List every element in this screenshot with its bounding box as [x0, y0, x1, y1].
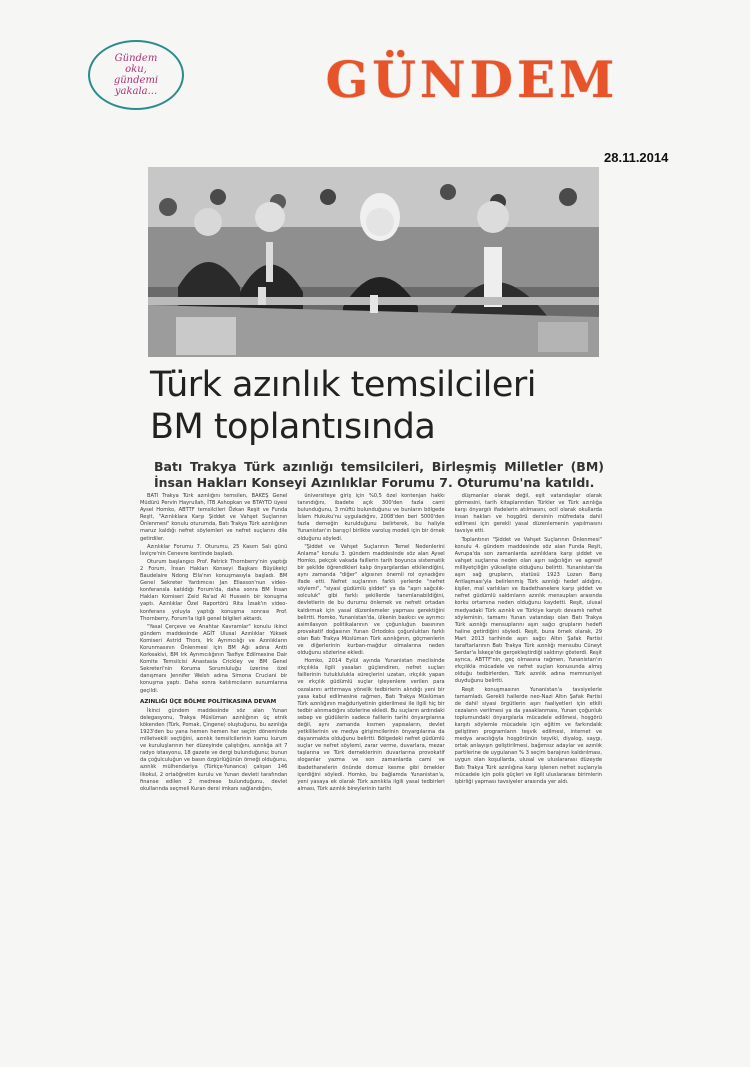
paragraph: üniversiteye giriş için %0,5 özel kontenjan hakkı tanındığını, ibadete açık 300'den fazla cami bulunduğunu, 3 müftü bulunduğunu ve bunların bölgede İslam Hukuku'nu uyguladığını, 2008'den beri 5000'den fazla derneğin kurulduğunu belirterek, bu haliyle Yunanistan'ın barışçıl birlikte varoluş modeli için bir örnek olduğunu söyledi. — [297, 493, 445, 542]
headline-line-1: Türk azınlık temsilcileri — [150, 365, 536, 405]
paragraph: Toplantının "Şiddet ve Vahşet Suçlarının Önlenmesi" konulu 4. gündem maddesinde söz alan Funda Reşit, Avrupa'da son zamanlarda azınlıklara karşı şiddet ve vahşet suçlarına neden olan aşırı sağcılığın ve agresif milliyetçiliğin yükselişte olduğunu belirtti. Yunanistan'da aşırı sağ grupların, statüsü 1923 Lozan Barış Antlaşması'yla belirlenmiş Türk azınlığı hedef aldığını, kişiler, mal varlıkları ve ibadethanelere karşı şiddet ve nefret güdümlü saldırıların azınlık mensupları arasında korku ortamına neden olduğunu kaydetti. Reşit, ulusal medyadaki Türk azınlık ve Türkiye karşıtı devamlı nefret söyleminin, tamamı Yunan vatandaşı olan Batı Trakya Türk azınlığı mensuplarını aşırı sağcı grupların hedefi haline getirdiğini söyledi. Reşit, buna örnek olarak, 29 Mart 2013 tarihinde aşırı sağcı Altın Şafak Partisi taraftarlarının Batı Trakya Türk azınlığı mensubu Cüneyt Serdar'a İskeçe'de gerçekleştirdiği saldırıyı gösterdi. Reşit ayrıca, ABTTF'nin, geç olmasına rağmen, Yunanistan'ın ırkçılıkla mücadele ve nefret suçları konusunda almış olduğu tedbirlerden, Türk azınlık adına memnuniyet duyduğunu belirtti. — [454, 536, 602, 685]
newspaper-masthead: GÜNDEM — [325, 50, 619, 109]
paragraph: düşmanlar olarak değil, eşit vatandaşlar olarak görmesini, tarih kitaplarından Türkler ve Türk azınlığa karşı önyargılı ifadelerin atılmasını, ocil olarak okullarda insan hakları ve hoşgörü dersinin müfredata dahil edilmesi için gerekli yasal düzenlemenin yapılmasını tavsiye etti. — [454, 493, 602, 535]
logo-line-3: gündemi — [113, 75, 159, 86]
paragraph: Homko, 2014 Eylül ayında Yunanistan meclisinde ırkçılıkla ilgili yasaları güçlendiren, nefret suçları faillerinin tutuklulukla süreçlerini uzatan, ırkçılık yapan ve ırkçılık güdümlü suçlar işleyenlere verilen para cezalarını arttırmaya yönelik tedbirlerin alındığı yeni bir yasa kabul edilmesine rağmen, Batı Trakya Müslüman Türk azınlığının mağduriyetinin giderilmesi ile ilgili hiç bir tedbir alınmadığını sözlerine ekledi. Bu suçların ardındaki sebep ve güdülerin sadece faillerin tarihi önyargılarına değil, aynı zamanda kısmen yapısaların, devlet yetkililerinin ve medya girişimcilerinin önyargılarına da dayanmakta olduğunu belirtti. Bölgedeki nefret güdümlü suçlar ve nefret söylemi, zarar verme, duvarlara, mezar taşlarına ve Türk derneklerinin duvarlarına provokatif sloganlar yazma ve son zamanlarda cami ve ibadethanelerin önünde domuz kesme gibi örnekler içerdiğini söyledi. Homko, bu bağlamda Yunanistan'a, yeni yasaya ek olarak Türk azınlıkla ilgili yasal tedbirleri alması, Türk azınlık bireylerinin tarihi — [297, 658, 445, 792]
article-photo — [148, 167, 599, 357]
headline-line-2: BM toplantısında — [150, 407, 436, 447]
paragraph: "Şiddet ve Vahşet Suçlarının Temel Nedenlerini Anlama" konulu 3. gündem maddesinde söz alan Aysel Homko, pekçok vakada faillerin tarih boyunca sistematik bir şekilde öğrendikleri kalıp önyargılardan etkilendiğini, aynı zamanda "diğer" algısının önemli rol oynadığını ifade etti. Nefret suçlarının farklı yerlerde "nefret söylemi", "siyasi güdümlü şiddet" ya da "aşırı sağcılık-solculuk" gibi farklı şekillerde tanımlanabildiğini, devletlerin de bu durumu önlemek ve nefreti ortadan kaldırmak için yasal düzenlemeler yapması gerektiğini belirtti. Homko, Yunanistan'da, ülkenin baskıcı ve ayrımcı asimilasyon politikalarının ve çoğunluğun basınının provakatif doğasının Yunan Ortodoks çoğunluktan farklı olan Batı Trakya Müslüman Türk azınlığının, göçmenlerin ve diğerlerinin kurban-mağdur olmalarına neden olduğunu sözlerine ekledi. — [297, 543, 445, 657]
logo-line-4: yakala... — [114, 86, 158, 97]
paragraph: Oturum başlangıcı Prof. Patrick Thornberry'nin yaptığı 2 Forum, İnsan Hakları Konseyi Başkanı Büyükelçi Baudelaire Ndong Ella'nın konuşmasıyla başladı. BM Genel Sekreter Yardımcısı Jan Eliasson'nun video-konferansla katıldığı Forum'da, daha sonra BM İnsan Hakları Komiseri Zeid Ra'ad Al Hussein bir konuşma yaptı. Azınlıklar Özel Raportörü Rita İzsak'ın video-konferans yoluyla yaptığı konuşma sonrası Prof. Thornberry, Forum'la ilgili genel bilgileri aktardı. — [140, 558, 288, 622]
logo-line-2: oku, — [125, 64, 147, 75]
gundem-logo-badge — [88, 40, 184, 110]
publication-date: 28.11.2014 — [604, 150, 669, 165]
logo-line-1: Gündem — [114, 53, 158, 64]
article-headline — [150, 364, 610, 448]
article-body — [140, 493, 602, 1013]
paragraph: BATI Trakya Türk azınlığını temsilen, BAKEŞ Genel Müdürü Pervin Hayrullah, İTB Ashopkan ve BTAYTD üyesi Aysel Homko, ABTTF temsilcileri Özkan Reşit ve Funda Reşit, "Azınlıklara Karşı Şiddet ve Vahşet Suçlarının Önlenmesi" konulu oturumda, Batı Trakya Türk azınlığının maruz kaldığı nefret söylemleri ve nefret suçlarını dile getirdiler. — [140, 493, 288, 542]
article-deck: Batı Trakya Türk azınlığı temsilcileri, Birleşmiş Milletler (BM) İnsan Hakları Konseyi Azınlıklar Forumu 7. Oturumu'na katıldı. — [154, 459, 604, 490]
article-subheading: AZINLIĞI ÜÇE BÖLME POLİTİKASINA DEVAM — [140, 698, 277, 705]
paragraph: Reşit konuşmasının Yunanistan'a tavsiyelerle tamamladı. Gerekli hallerde neo-Nazi Altın Şafak Partisi de dahil siyasi örgütlerin aşırı faaliyetleri için etkili cezaların verilmesi ya da yasaklanması, Yunan çoğunluk toplumundaki önyargılarla mücadele edilmesi, hoşgörü karşıtı söylemle mücadele için eğitim ve farkındalık geliştiren programların teşvik edilmesi, internet ve medya aracılığıyla hoşgörünün teşviki, diyalog, saygı, ortak anlayışın geliştirilmesi, bağımsız adaylar ve azınlık partilerine de uygulanan % 3 seçim barajının kaldırılması, uygun olan koşullarda, ulusal ve uluslararası düzeyde Batı Trakya Türk azınlığına karşı işlenen nefret suçlarıyla mücadele için polis güçleri ve ilgili uluslararası birimlerin işbirliği yapması tavsiyeler arasında yer aldı. — [454, 686, 602, 785]
article-column-2 — [297, 493, 444, 1013]
paragraph: Azınlıklar Forumu 7. Oturumu, 25 Kasım Salı günü İsviçre'nin Cenevre kentinde başladı. — [140, 543, 288, 557]
delegates-photo-illustration — [148, 167, 599, 357]
article-column-3 — [455, 493, 602, 1013]
article-column-1 — [140, 493, 287, 1013]
paragraph: "Yasal Çerçeve ve Anahtar Kavramlar" konulu ikinci gündem maddesinde AGİT Ulusal Azınlıklar Yüksek Komiseri Astrid Thors, Irk Ayrımcılığı ve Azınlıkların Korunmasının Önlenmesi için BM Ağı adına Antti Korkeakivi, BM Irk Ayrımcılığının Tasfiye Edilmesine Dair Komite Temsilcisi Anastasia Crickley ve BM Genel Sekreteri'nin Koruma Sorumluluğu üzerine özel danışmanı Jennifer Welsh adına Simona Cruciani bir konuşma yaptı. Daha sonra katılımcıların sunumlarına geçildi. — [140, 623, 288, 694]
paragraph: İkinci gündem maddesinde söz alan Yunan delegasyonu, Trakya Müslüman azınlığının üç etnik kökenden (Türk, Pomak, Çingene) oluştuğunu, bu azınlığa 1923'den bu yana hemen hemen her seçim döneminde milletvekili seçtiğini, azınlık temsilcilerinin kamu kurum ve kuruluşlarının her düzeyinde çalıştığını, azınlığa ait 7 radyo istasyonu, 18 gazete ve dergi bulunduğunu; bunun da çoğulculuğun ve basın özgürlüğünün örneği olduğunu, azınlık mülhendariya (Türkçe-Yunanca) çalışan 146 ilkokul, 2 ortaöğretim kurulu ve Yunan devleti tarafından finanse edilen 2 medrese bulunduğunu, devlet okullarında seçmeli Kuran dersi imkanı sağlandığını, — [140, 707, 288, 792]
